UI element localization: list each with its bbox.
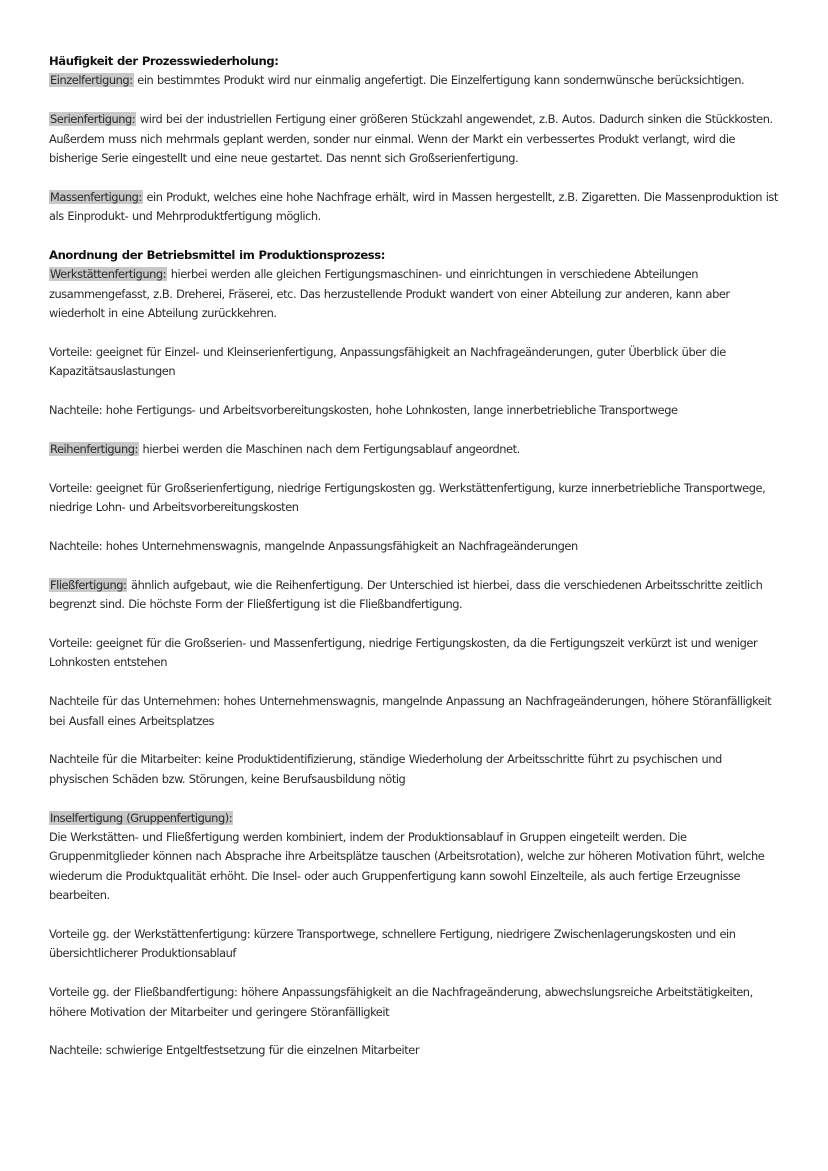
document-page xyxy=(49,52,779,1061)
nachteile-werkstaettenfertigung: Nachteile: hohe Fertigungs- und Arbeitsvorbereitungskosten, hohe Lohnkosten, lange innerbetriebliche Transportwege xyxy=(49,403,678,418)
nachteile-unternehmen-fliessfertigung: Nachteile für das Unternehmen: hohes Unternehmenswagnis, mangelnde Anpassung an Nachfrageänderungen, höhere Störanfälligkeit bei Ausfall eines Arbeitsplatzes xyxy=(49,694,772,728)
paragraph-serienfertigung xyxy=(49,110,779,168)
term-fliessfertigung: Fließfertigung: xyxy=(50,577,127,592)
paragraph-fliessfertigung xyxy=(49,576,779,615)
nachteile-mitarbeiter-fliessfertigung: Nachteile für die Mitarbeiter: keine Produktidentifizierung, ständige Wiederholung der Arbeitsschritte führt zu psychischen und physischen Schäden bzw. Störungen, keine Berufsausbildung nötig xyxy=(49,752,722,786)
section-heading-prozesswiederholung: Häufigkeit der Prozesswiederholung: xyxy=(49,54,279,68)
term-massenfertigung: Massenfertigung: xyxy=(50,189,142,204)
vorteile-werkstaettenfertigung: Vorteile: geeignet für Einzel- und Kleinserienfertigung, Anpassungsfähigkeit an Nachfrageänderungen, guter Überblick über die Kapazitätsauslastungen xyxy=(49,345,726,379)
text-inselfertigung: Die Werkstätten- und Fließfertigung werden kombiniert, indem der Produktionsablauf in Gruppen eingeteilt werden. Die Gruppenmitglieder können nach Absprache ihre Arbeitsplätze tauschen (Arbeitsrotation), welche zur höheren Motivation führt, welche wiederum die Produktqualität erhöht. Die Insel- oder auch Gruppenfertigung kann sowohl Einzelteile, als auch fertige Erzeugnisse bearbeiten. xyxy=(49,830,765,903)
text-fliessfertigung: ähnlich aufgebaut, wie die Reihenfertigung. Der Unterschied ist hierbei, dass die verschiedenen Arbeitsschritte zeitlich begrenzt sind. Die höchste Form der Fließfertigung ist die Fließbandfertigung. xyxy=(49,577,763,612)
term-serienfertigung: Serienfertigung: xyxy=(50,112,136,127)
term-inselfertigung: Inselfertigung (Gruppenfertigung): xyxy=(50,810,233,825)
vorteile-fliessfertigung: Vorteile: geeignet für die Großserien- und Massenfertigung, niedrige Fertigungskosten, da die Fertigungszeit verkürzt ist und weniger Lohnkosten entstehen xyxy=(49,636,758,670)
text-werkstaettenfertigung: hierbei werden alle gleichen Fertigungsmaschinen- und einrichtungen in verschiedene Abteilungen zusammengefasst, z.B. Dreherei, Fräserei, etc. Das herzustellende Produkt wandert von einer Abteilung zur anderen, kann aber wiederholt in eine Abteilung zurückkehren. xyxy=(49,267,730,321)
heading-inselfertigung xyxy=(49,809,779,828)
paragraph-massenfertigung xyxy=(49,188,779,227)
text-einzelfertigung: ein bestimmtes Produkt wird nur einmalig angefertigt. Die Einzelfertigung kann sondernwünsche berücksichtigen. xyxy=(133,73,745,88)
vorteile-werkstatt-inselfertigung: Vorteile gg. der Werkstättenfertigung: kürzere Transportwege, schnellere Fertigung, niedrigere Zwischenlagerungskosten und ein übersichtlicherer Produktionsablauf xyxy=(49,927,736,961)
vorteile-fliessband-inselfertigung: Vorteile gg. der Fließbandfertigung: höhere Anpassungsfähigkeit an die Nachfrageänderung, abwechslungsreiche Arbeitstätigkeiten, höhere Motivation der Mitarbeiter und geringere Störanfälligkeit xyxy=(49,985,753,1019)
text-massenfertigung: ein Produkt, welches eine hohe Nachfrage erhält, wird in Massen hergestellt, z.B. Zigaretten. Die Massenproduktion ist als Einprodukt- und Mehrproduktfertigung möglich. xyxy=(49,189,778,224)
paragraph-werkstaettenfertigung xyxy=(49,265,779,323)
nachteile-reihenfertigung: Nachteile: hohes Unternehmenswagnis, mangelnde Anpassungsfähigkeit an Nachfrageänderungen xyxy=(49,539,578,554)
vorteile-reihenfertigung: Vorteile: geeignet für Großserienfertigung, niedrige Fertigungskosten gg. Werkstättenfertigung, kurze innerbetriebliche Transportwege, niedrige Lohn- und Arbeitsvorbereitungskosten xyxy=(49,480,766,515)
term-einzelfertigung: Einzelfertigung: xyxy=(50,73,133,88)
term-werkstaettenfertigung: Werkstättenfertigung: xyxy=(50,267,167,282)
nachteile-inselfertigung: Nachteile: schwierige Entgeltfestsetzung für die einzelnen Mitarbeiter xyxy=(49,1043,420,1058)
term-reihenfertigung: Reihenfertigung: xyxy=(50,442,138,457)
paragraph-reihenfertigung xyxy=(49,440,779,459)
section-heading-betriebsmittel: Anordnung der Betriebsmittel im Produktionsprozess: xyxy=(49,248,386,263)
text-reihenfertigung: hierbei werden die Maschinen nach dem Fertigungsablauf angeordnet. xyxy=(138,442,520,457)
text-serienfertigung: wird bei der industriellen Fertigung einer größeren Stückzahl angewendet, z.B. Autos. Dadurch sinken die Stückkosten. Außerdem muss nich mehrmals geplant werden, sonder nur einmal. Wenn der Markt ein verbessertes Produkt verlangt, wird die bisherige Serie eingestellt und eine neue gestartet. Das nennt sich Großserienfertigung. xyxy=(49,112,773,166)
paragraph-einzelfertigung xyxy=(49,71,779,90)
